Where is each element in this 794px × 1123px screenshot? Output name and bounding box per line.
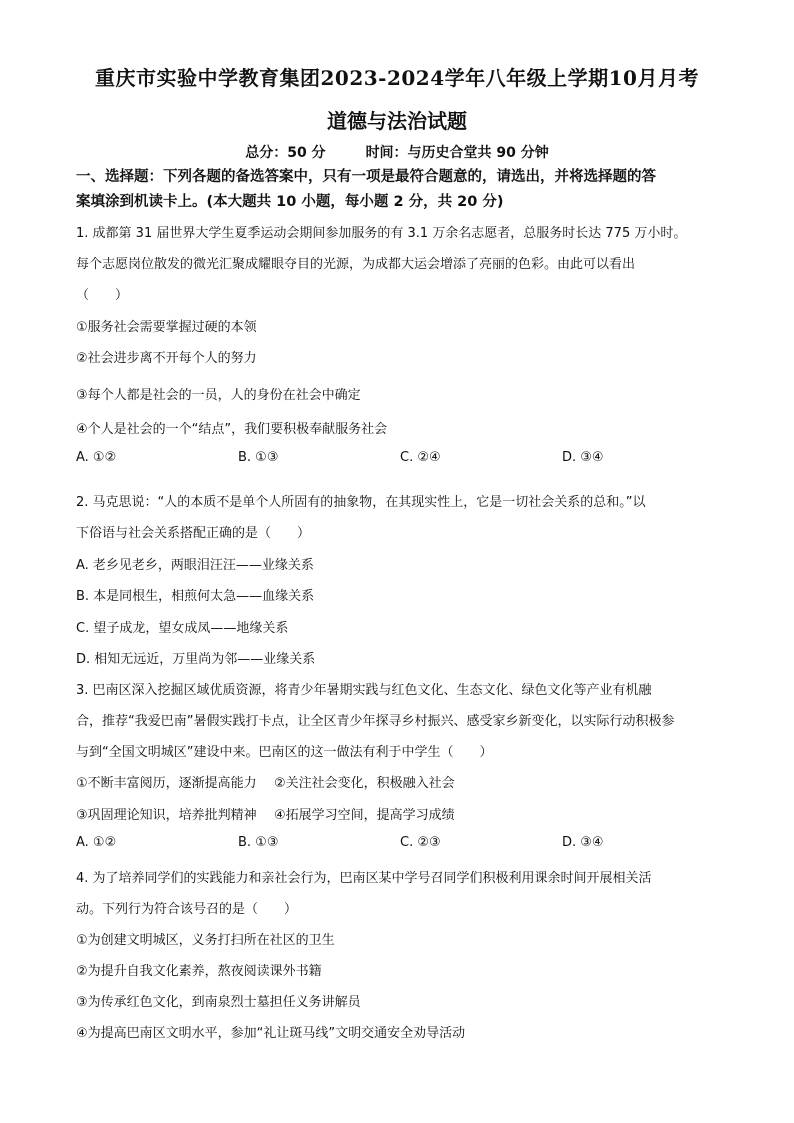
exam-title: 重庆市实验中学教育集团2023-2024学年八年级上学期10月月考 (95, 66, 699, 90)
q2-option-b[interactable]: B. 本是同根生，相煎何太急——血缘关系 (76, 589, 315, 604)
q1-option-c[interactable]: C. ②④ (400, 450, 441, 465)
q1-item: ④个人是社会的一个“结点”，我们要积极奉献服务社会 (76, 422, 388, 437)
q1-item: ②社会进步离不开每个人的努力 (76, 351, 257, 366)
q1-stem: （ ） (76, 288, 129, 303)
q3-item: ②关注社会变化，积极融入社会 (274, 776, 455, 791)
q4-item: ①为创建文明城区，义务打扫所在社区的卫生 (76, 933, 335, 948)
q1-option-a[interactable]: A. ①② (76, 450, 117, 465)
q3-option-b[interactable]: B. ①③ (238, 835, 279, 850)
q1-item: ①服务社会需要掌握过硬的本领 (76, 320, 257, 335)
q2-option-c[interactable]: C. 望子成龙，望女成凤——地缘关系 (76, 621, 289, 636)
q3-option-a[interactable]: A. ①② (76, 835, 117, 850)
q1-stem: 每个志愿岗位散发的微光汇聚成耀眼夺目的光源，为成都大运会增添了亮丽的色彩。由此可以看出 (76, 257, 636, 272)
q3-stem: 与到“全国文明城区”建设中来。巴南区的这一做法有利于中学生（ ） (76, 745, 493, 760)
q3-option-c[interactable]: C. ②③ (400, 835, 441, 850)
q1-stem: 1. 成都第 31 届世界大学生夏季运动会期间参加服务的有 3.1 万余名志愿者，总服务时长达 775 万小时。 (76, 226, 687, 241)
q1-option-b[interactable]: B. ①③ (238, 450, 279, 465)
q2-stem: 下俗语与社会关系搭配正确的是（ ） (76, 526, 311, 541)
exam-subject: 道德与法治试题 (327, 109, 467, 133)
q4-item: ③为传承红色文化，到南泉烈士墓担任义务讲解员 (76, 995, 361, 1010)
q3-option-d[interactable]: D. ③④ (562, 835, 604, 850)
q3-stem: 3. 巴南区深入挖掘区域优质资源，将青少年暑期实践与红色文化、生态文化、绿色文化等产业有机融 (76, 683, 652, 698)
section-heading-line: 一、选择题：下列各题的备选答案中，只有一项是最符合题意的，请选出，并将选择题的答 (76, 169, 656, 185)
total-score: 总分：50 分 (245, 145, 326, 161)
q3-item: ③巩固理论知识，培养批判精神 (76, 808, 257, 823)
q3-item: ④拓展学习空间，提高学习成绩 (274, 808, 455, 823)
q4-item: ②为提升自我文化素养，熬夜阅读课外书籍 (76, 964, 322, 979)
q2-option-a[interactable]: A. 老乡见老乡，两眼泪汪汪——业缘关系 (76, 558, 314, 573)
q1-item: ③每个人都是社会的一员，人的身份在社会中确定 (76, 388, 361, 403)
q3-item: ①不断丰富阅历，逐渐提高能力 (76, 776, 257, 791)
q4-item: ④为提高巴南区文明水平，参加“礼让斑马线”文明交通安全劝导活动 (76, 1026, 466, 1041)
q2-option-d[interactable]: D. 相知无远近，万里尚为邻——业缘关系 (76, 652, 316, 667)
q2-stem: 2. 马克思说：“人的本质不是单个人所固有的抽象物，在其现实性上，它是一切社会关系的总和。”以 (76, 495, 646, 510)
section-heading-line: 案填涂到机读卡上。(本大题共 10 小题，每小题 2 分，共 20 分) (76, 194, 504, 210)
exam-meta (0, 142, 794, 162)
section-heading (76, 165, 726, 215)
q4-stem: 动。下列行为符合该号召的是（ ） (76, 902, 298, 917)
q1-option-d[interactable]: D. ③④ (562, 450, 604, 465)
exam-time: 时间：与历史合堂共 90 分钟 (365, 145, 549, 161)
q4-stem: 4. 为了培养同学们的实践能力和亲社会行为，巴南区某中学号召同学们积极利用课余时间开展相关活 (76, 871, 652, 886)
q3-stem: 合，推荐“我爱巴南”暑假实践打卡点，让全区青少年探寻乡村振兴、感受家乡新变化，以实际行动积极参 (76, 714, 675, 729)
